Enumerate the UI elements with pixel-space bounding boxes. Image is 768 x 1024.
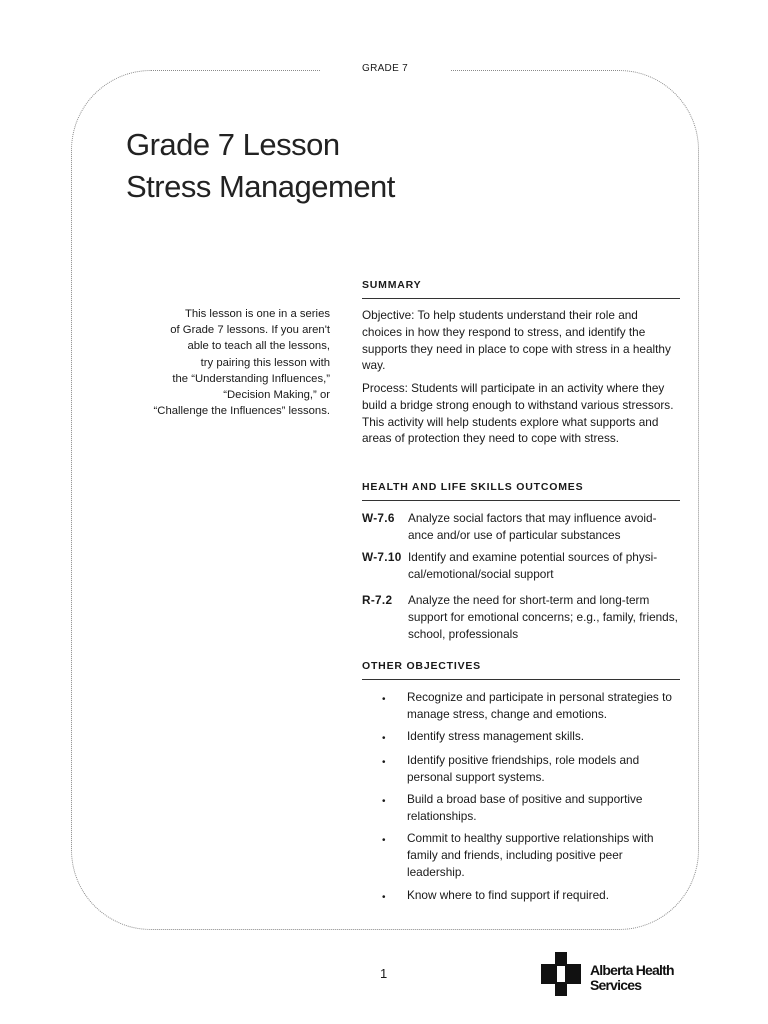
- bullet-icon: •: [382, 835, 386, 846]
- outcomes-section: [362, 481, 680, 501]
- title-line-2: Stress Management: [126, 169, 395, 204]
- title-line-1: Grade 7 Lesson: [126, 127, 340, 162]
- summary-objective: [362, 307, 680, 374]
- sidenote-line: “Decision Making,” or: [223, 389, 330, 402]
- sidenote-line: able to teach all the lessons,: [187, 340, 330, 353]
- logo-wordmark: [590, 963, 674, 993]
- list-item: [382, 752, 682, 786]
- sidenote-line: try pairing this lesson with: [200, 356, 330, 369]
- grade-header-label: GRADE 7: [320, 61, 450, 77]
- other-objectives-heading: OTHER OBJECTIVES: [362, 660, 680, 680]
- sidenote-line: This lesson is one in a series: [184, 308, 330, 320]
- outcome-code: R-7.2: [362, 593, 393, 607]
- list-item-text: Build a broad base of positive and supportive relationships.: [407, 792, 643, 823]
- outcome-code: W-7.6: [362, 511, 395, 525]
- outcome-item: [362, 592, 680, 643]
- outcome-code: W-7.10: [362, 550, 402, 564]
- bullet-icon: •: [382, 733, 386, 744]
- summary-process-text: Process: Students will participate in an activity where they build a bridge strong enough to withstand various stressors. This activity will help students explore what supports and areas of protection they need to cope with stress.: [362, 381, 674, 446]
- sidenote-line: “Challenge the Influences” lessons.: [153, 405, 330, 418]
- logo-line-1: Alberta Health: [590, 962, 674, 978]
- bullet-icon: •: [382, 892, 386, 903]
- summary-section: [362, 279, 680, 299]
- list-item-text: Commit to healthy supportive relationships with family and friends, including positive peer leadership.: [407, 831, 654, 879]
- sidenote-line: of Grade 7 lessons. If you aren't: [170, 324, 330, 337]
- list-item: [382, 689, 682, 723]
- logo-line-2: Services: [590, 977, 642, 993]
- list-item: [382, 887, 682, 904]
- outcome-item: [362, 510, 680, 544]
- summary-process: [362, 380, 680, 447]
- bullet-icon: •: [382, 757, 386, 768]
- list-item: [382, 830, 682, 880]
- outcomes-heading: HEALTH AND LIFE SKILLS OUTCOMES: [362, 481, 680, 501]
- list-item-text: Know where to find support if required.: [407, 888, 609, 902]
- list-item-text: Identify positive friendships, role models and personal support systems.: [407, 753, 640, 784]
- page-number: 1: [380, 966, 388, 981]
- sidenote-line: the “Understanding Influences,”: [172, 372, 330, 385]
- list-item-text: Recognize and participate in personal strategies to manage stress, change and emotions.: [407, 690, 672, 721]
- page-title: [126, 124, 395, 208]
- bullet-icon: •: [382, 694, 386, 705]
- outcome-text: Identify and examine potential sources of physi-cal/emotional/social support: [408, 550, 658, 581]
- outcome-item: [362, 549, 680, 583]
- outcome-text: Analyze social factors that may influence avoid-ance and/or use of particular substances: [408, 511, 657, 542]
- list-item: [382, 728, 682, 745]
- list-item-text: Identify stress management skills.: [407, 729, 585, 743]
- list-item: [382, 791, 682, 825]
- summary-heading: SUMMARY: [362, 279, 680, 299]
- summary-objective-text: Objective: To help students understand their role and choices in how they respond to stress, and identify the supports they need in place to cope with stress in a healthy way.: [362, 308, 671, 373]
- sidenote: [100, 306, 330, 419]
- other-objectives-section: [362, 660, 680, 680]
- outcome-text: Analyze the need for short-term and long-term support for emotional concerns; e.g., family, friends, school, professionals: [408, 593, 678, 641]
- bullet-icon: •: [382, 796, 386, 807]
